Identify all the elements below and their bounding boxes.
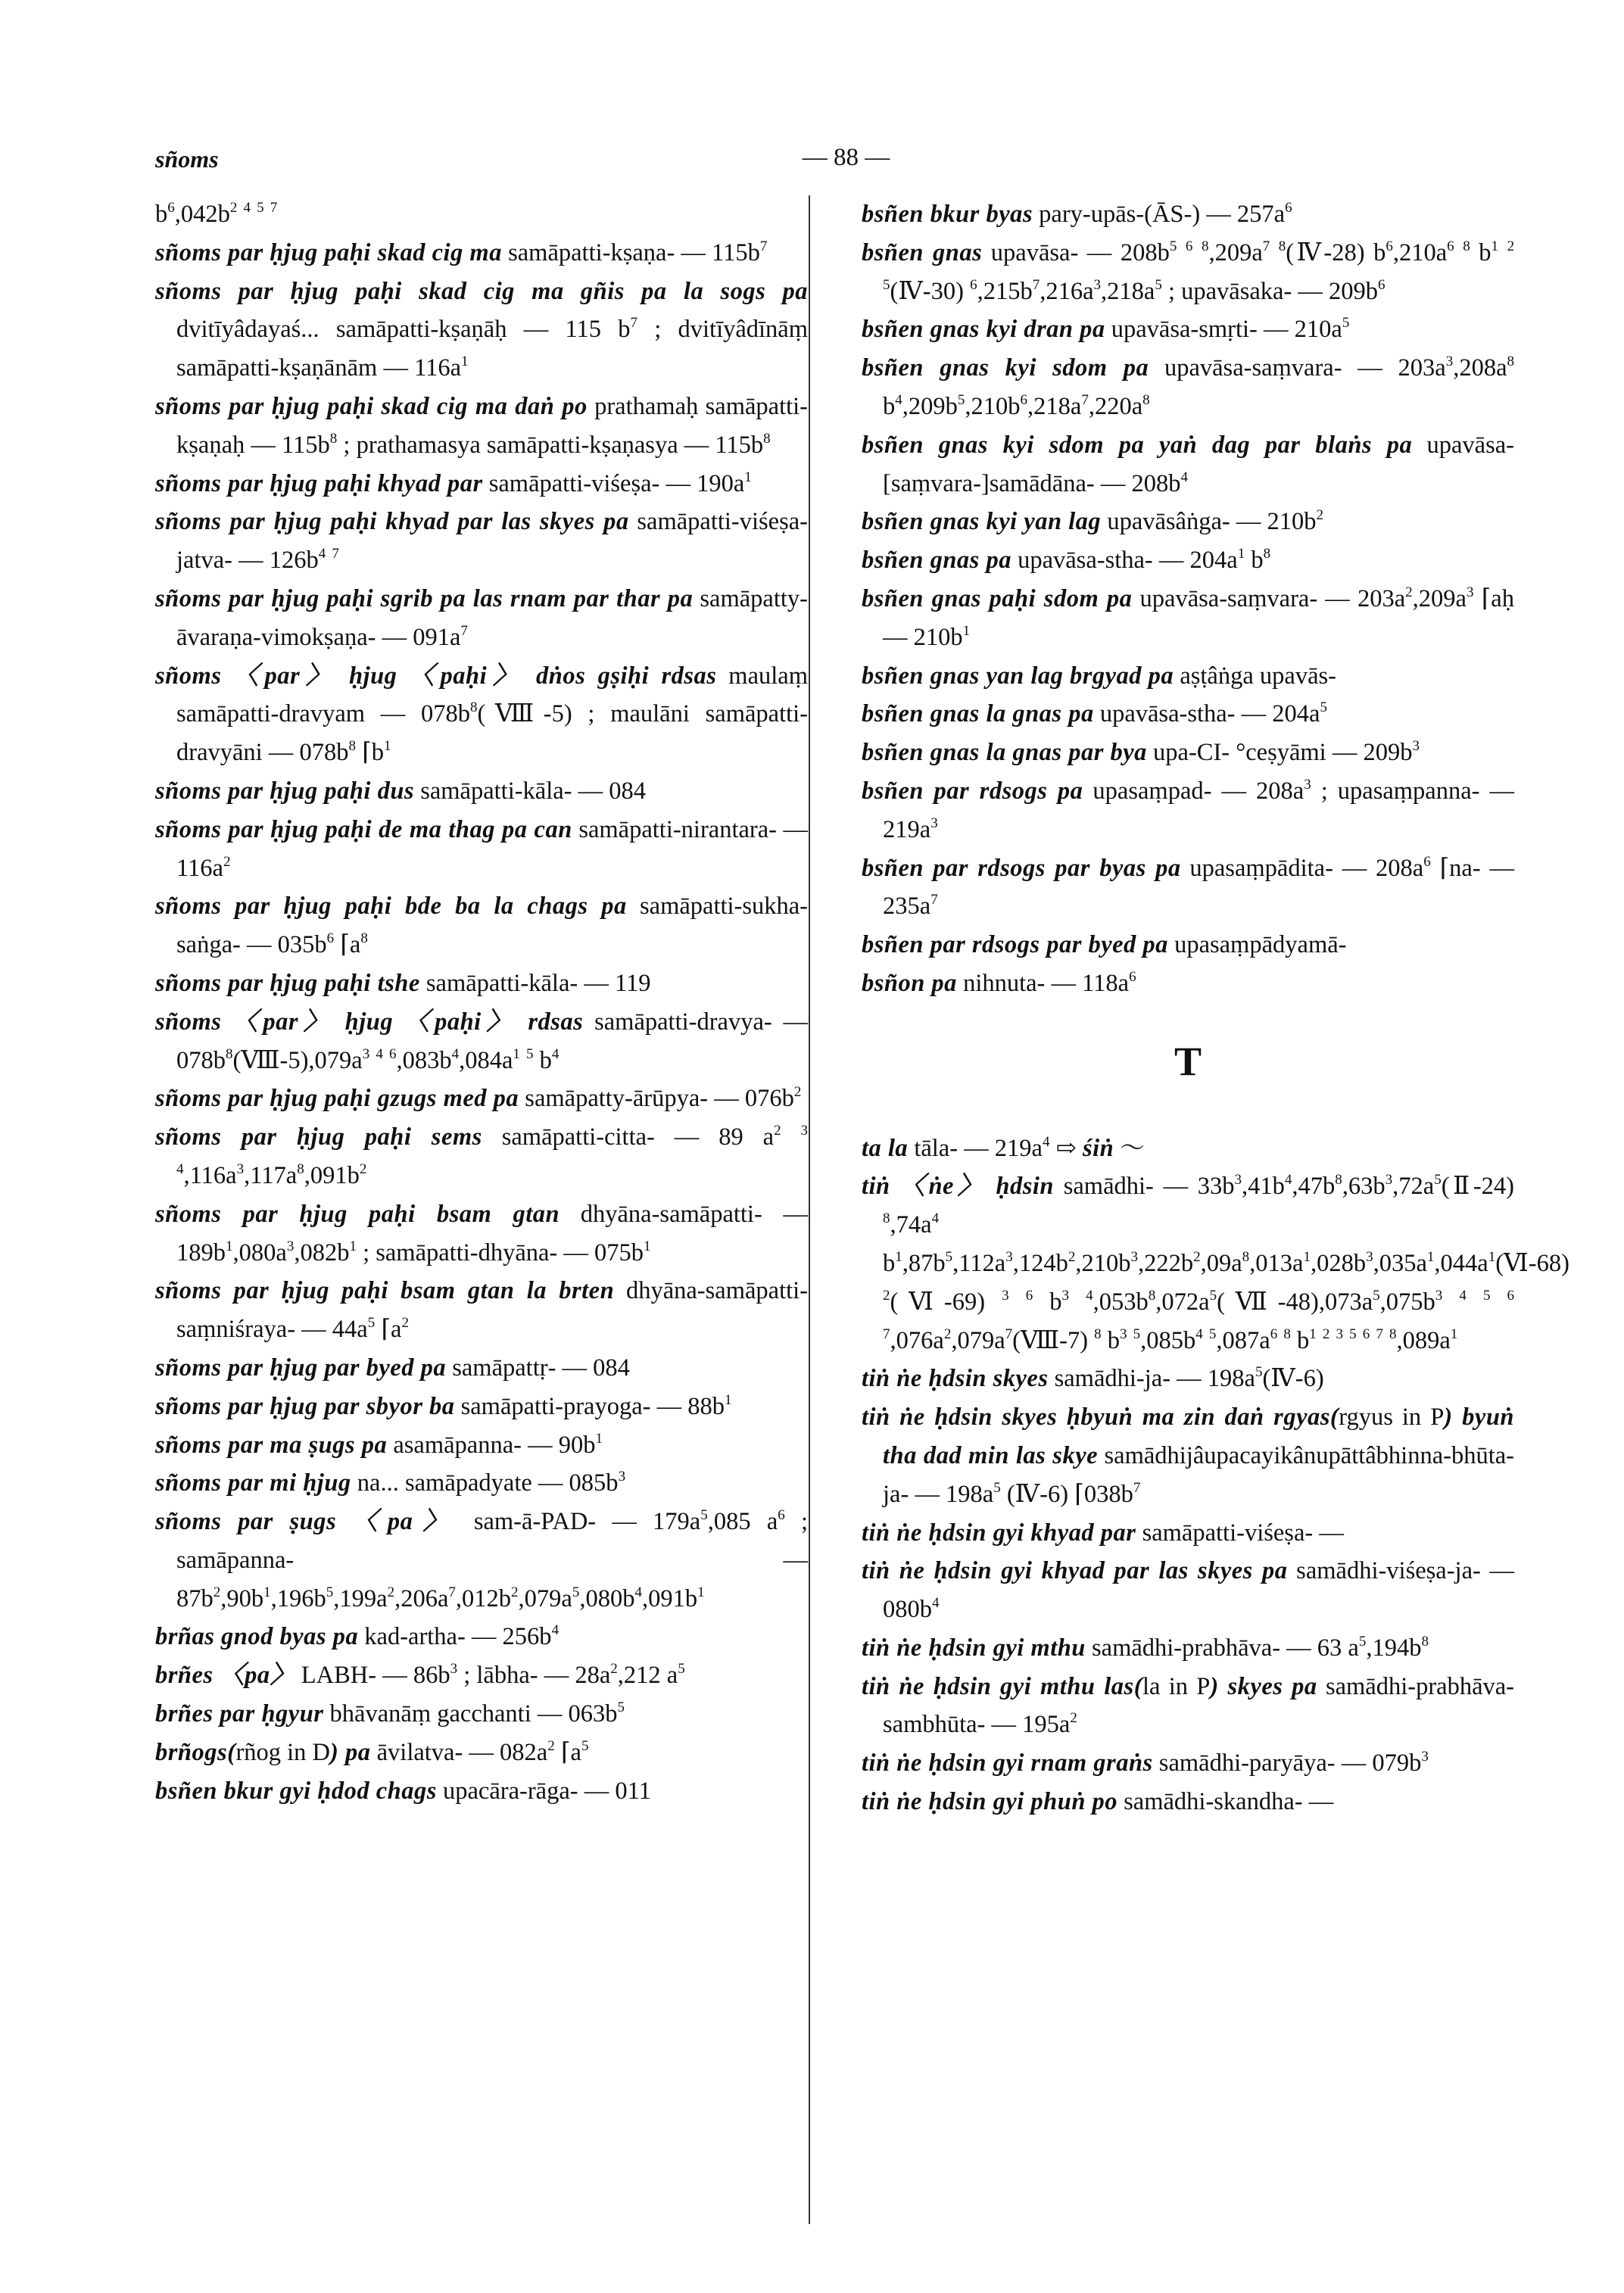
dictionary-entry: tiṅ ṅe ḥdsin skyes ḥbyuṅ ma zin daṅ rgyas(rgyus in P) byuṅ tha dad min las skye samādhijâupacayikânupāttâbhinna-bhūta-ja- — $198a^5$ (Ⅳ-6) $⌈038b^7$ <box>862 1404 1514 1508</box>
dictionary-entry: sñoms par ḥjug paḥi bsam gtan la brten dhyāna-samāpatti-saṃniśraya- — $44a^5$ $⌈a^2$ <box>155 1277 808 1344</box>
dictionary-entry: sñoms par ṣugs 〈pa〉 sam-ā-PAD- — $179a^5,085$ $a^6$ ; samāpanna- — $87b^2,90b^1,196b^5,199a^2,206a^7,012b^2,079a^5,080b^4,091b^1$ <box>155 1507 808 1612</box>
dictionary-entry: sñoms par ḥjug par sbyor ba samāpatti-prayoga- — $88b^1$ <box>155 1391 732 1420</box>
left-column <box>155 195 808 1810</box>
dictionary-entry: sñoms par ḥjug paḥi sems samāpatti-citta- — 89 $a^2$ $^3$ $^4,116a^3,117a^8,091b^2$ <box>155 1123 808 1189</box>
column-divider <box>809 195 810 2224</box>
dictionary-entry: $b^6,042b^2$ $^4$ $^5$ $^7$ <box>155 200 278 228</box>
dictionary-entry: bsñen gnas la gnas par bya upa-CI- °ceṣyāmi — $209b^3$ <box>862 738 1420 767</box>
dictionary-entry: sñoms par ḥjug paḥi khyad par las skyes pa samāpatti-viśeṣa-jatva- — $126b^4$ $^7$ <box>155 508 808 575</box>
dictionary-entry: sñoms par ḥjug paḥi skad cig ma gñis pa la sogs pa dvitīyâdayaś... samāpatti-kṣaṇāḥ — 115 $b^7$ ; dvitīyâdīnāṃ samāpatti-kṣaṇānām — $116a^1$ <box>155 277 809 382</box>
dictionary-entry: tiṅ ṅe ḥdsin gyi phuṅ po samādhi-skandha- — <box>862 1788 1334 1816</box>
section-letter: T <box>1174 1038 1202 1084</box>
dictionary-entry: sñoms par mi ḥjug na... samāpadyate — $085b^3$ <box>155 1469 626 1497</box>
dictionary-entry: sñoms par ḥjug paḥi khyad par samāpatti-viśeṣa- — $190a^1$ <box>155 469 752 497</box>
dictionary-entry: bsñen gnas paḥi sdom pa upavāsa-saṃvara- — $203a^2,209a^3$ ⌈aḥ — $210b^1$ <box>862 584 1514 651</box>
dictionary-entry: tiṅ ṅe ḥdsin gyi khyad par las skyes pa samādhi-viśeṣa-ja- — $080b^4$ <box>862 1557 1514 1624</box>
dictionary-entry: bsñen bkur gyi ḥdod chags upacāra-rāga- — 011 <box>155 1777 651 1805</box>
dictionary-entry: tiṅ ṅe ḥdsin gyi mthu samādhi-prabhāva- — 63 $a^5,194b^8$ <box>862 1633 1429 1662</box>
dictionary-entry: bsñen gnas yan lag brgyad pa aṣṭâṅga upavās- <box>862 662 1336 690</box>
dictionary-entry: sñoms par ḥjug paḥi skad cig ma daṅ po prathamaḥ samāpatti-kṣaṇaḥ — $115b^8$ ; prathamasya samāpatti-kṣaṇasya — $115b^8$ <box>155 392 808 459</box>
dictionary-entry: brñas gnod byas pa kad-artha- — $256b^4$ <box>155 1622 560 1651</box>
dictionary-entry: sñoms par ḥjug paḥi tshe samāpatti-kāla- — 119 <box>155 969 651 997</box>
dictionary-entry: bsñen gnas kyi sdom pa upavāsa-saṃvara- — $203a^3,208a^8$ $b^4,209b^5,210b^6,218a^7,220a^8$ <box>862 354 1514 420</box>
dictionary-entry: sñoms par ḥjug paḥi sgrib pa las rnam par thar pa samāpatty-āvaraṇa-vimokṣaṇa- — $091a^7$ <box>155 584 808 651</box>
dictionary-entry: sñoms 〈par〉 ḥjug 〈paḥi〉 rdsas samāpatti-dravya- — $078b^8(Ⅷ-5),079a^3$ $^4$ $^6,083b^4,084a^1$ $^5$ $b^4$ <box>155 1008 809 1074</box>
dictionary-entry: sñoms par ḥjug paḥi de ma thag pa can samāpatti-nirantara- — $116a^2$ <box>155 815 809 882</box>
dictionary-entry: bsñen gnas kyi yan lag upavāsâṅga- — $210b^2$ <box>862 507 1323 536</box>
dictionary-entry: brñogs(rñog in D) pa āvilatva- — $082a^2$ $⌈a^5$ <box>155 1737 589 1766</box>
dictionary-entry: sñoms par ma ṣugs pa asamāpanna- — $90b^1$ <box>155 1430 603 1459</box>
dictionary-entry: tiṅ ṅe ḥdsin gyi rnam graṅs samādhi-paryāya- — $079b^3$ <box>862 1749 1429 1777</box>
dictionary-entry: tiṅ ṅe ḥdsin skyes samādhi-ja- — $198a^5(Ⅳ-6)$ <box>862 1364 1324 1393</box>
dictionary-entry: bsñen par rdsogs pa upasaṃpad- — $208a^3$ ; upasaṃpanna- — $219a^3$ <box>862 776 1514 843</box>
dictionary-entry: bsñen gnas upavāsa- — $208b^5$ $^6$ $^8,209a^7$ $^8$(Ⅳ-28) $b^6,210a^6$ $^8$ $b^1$ $^2$ $^5$(Ⅳ-30) $^6,215b^7,216a^3,218a^5$ ; upavāsaka- — $209b^6$ <box>862 238 1515 305</box>
dictionary-entry: sñoms par ḥjug paḥi bde ba la chags pa samāpatti-sukha-saṅga- — $035b^6$ $⌈a^8$ <box>155 893 809 959</box>
dictionary-entry: bsñen gnas kyi dran pa upavāsa-smṛti- — $210a^5$ <box>862 315 1350 344</box>
dictionary-entry: sñoms par ḥjug paḥi bsam gtan dhyāna-samāpatti- — $189b^1,080a^3,082b^1$ ; samāpatti-dhyāna- — $075b^1$ <box>155 1200 808 1266</box>
running-headword: sñoms <box>155 145 219 173</box>
dictionary-entry: bsñen par rdsogs par byed pa upasaṃpādyamā- <box>862 931 1347 959</box>
dictionary-entry: bsñon pa nihnuta- — $118a^6$ <box>862 968 1136 997</box>
dictionary-entry: bsñen bkur byas pary-upās-(ĀS-) — $257a^6$ <box>862 200 1292 228</box>
dictionary-entry: brñes 〈pa〉 LABH- — $86b^3$ ; lābha- — $28a^2,212$ $a^5$ <box>155 1661 685 1690</box>
dictionary-entry: sñoms par ḥjug par byed pa samāpattṛ- — 084 <box>155 1354 630 1382</box>
dictionary-entry: sñoms par ḥjug paḥi skad cig ma samāpatti-kṣaṇa- — $115b^7$ <box>155 238 768 266</box>
dictionary-entry: bsñen par rdsogs par byas pa upasaṃpādita- — $208a^6$ ⌈na- — $235a^7$ <box>862 853 1514 921</box>
dictionary-entry: tiṅ ṅe ḥdsin gyi mthu las(la in P) skyes pa samādhi-prabhāva-sambhūta- — $195a^2$ <box>862 1672 1515 1739</box>
right-column <box>862 195 1569 1821</box>
dictionary-entry: brñes par ḥgyur bhāvanāṃ gacchanti — $063b^5$ <box>155 1699 625 1728</box>
dictionary-entry: tiṅ ṅe ḥdsin gyi khyad par samāpatti-viśeṣa- — <box>862 1519 1344 1547</box>
dictionary-entry: sñoms par ḥjug paḥi dus samāpatti-kāla- — 084 <box>155 777 647 805</box>
page-number: — 88 — <box>802 144 890 171</box>
dictionary-entry: ta la tāla- — $219a^4$ ⇨ śiṅ ～ <box>862 1133 1145 1162</box>
dictionary-entry: bsñen gnas pa upavāsa-stha- — $204a^1$ $b^8$ <box>862 546 1271 575</box>
dictionary-entry: bsñen gnas la gnas pa upavāsa-stha- — $204a^5$ <box>862 699 1327 728</box>
dictionary-entry: sñoms 〈par〉 ḥjug 〈paḥi〉 dṅos gṣiḥi rdsas maulaṃ samāpatti-dravyam — $078b^8(Ⅷ-5)$ ; maulāni samāpatti-dravyāni — $078b^8$ $⌈b^1$ <box>155 662 808 767</box>
dictionary-entry: bsñen gnas kyi sdom pa yaṅ dag par blaṅs pa upavāsa-[saṃvara-]samādāna- — $208b^4$ <box>862 431 1515 497</box>
dictionary-entry: tiṅ 〈ṅe〉 ḥdsin samādhi- — $33b^3,41b^4,47b^8,63b^3,72a^5(Ⅱ-24)$ $^8,74a^4$ $b^1,87b^5,112a^3,124b^2,210b^3,222b^2,09a^8,013a^1,028b^3,035a^1,044a^1(Ⅵ-68)$ $^2$(Ⅵ-69) $^3$ $^6$ $b^3$ $^4,053b^8,072a^5(Ⅶ-48),073a^5,075b^3$ $^4$ $^5$ $^6$ $^7,076a^2,079a^7(Ⅷ-7)$ $^8$ $b^3$ $^5,085b^4$ $^5,087a^6$ $^8$ $b^1$ $^2$ $^3$ $^5$ $^6$ $^7$ $^8,089a^1$ <box>862 1172 1569 1354</box>
dictionary-entry: sñoms par ḥjug paḥi gzugs med pa samāpatty-ārūpya- — $076b^2$ <box>155 1084 802 1113</box>
page-header <box>155 145 1537 191</box>
